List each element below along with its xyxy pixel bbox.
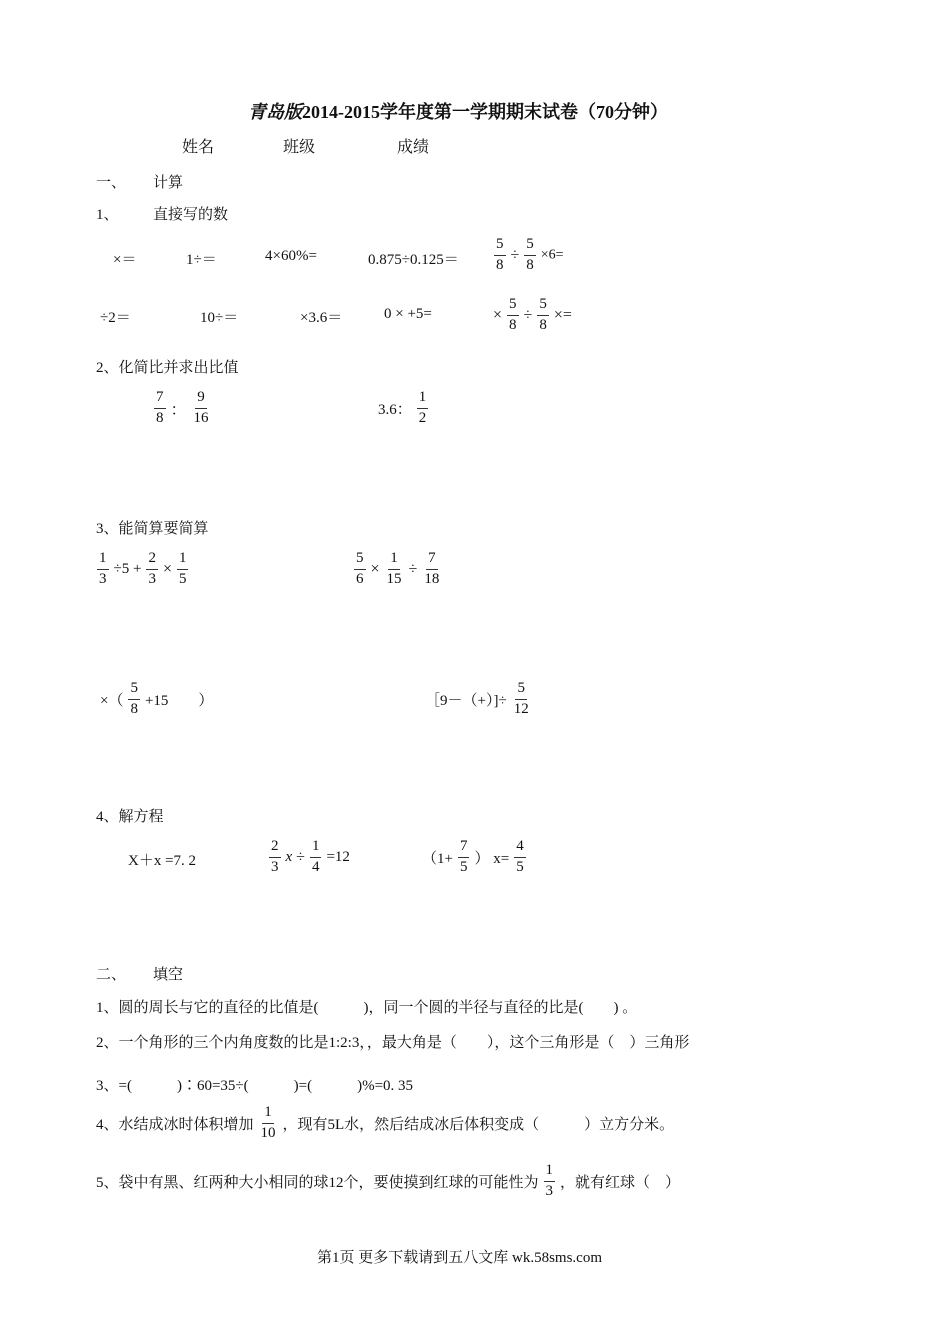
operator: × [162,560,172,578]
section1-label: 一、 [96,175,127,191]
operator: ÷ [296,848,305,866]
fill-item-3: 3、=( )∶60=35÷( )=( )%=0. 35 [96,1078,414,1094]
operator-lead: （1+ [422,850,453,867]
operator: ÷ [523,306,533,324]
fraction: $\frac{5}{8}$ [526,236,534,273]
fraction: $\frac{7}{18}$ [424,550,440,587]
fraction: $\frac{1}{3}$ [99,550,107,587]
fill-item-4-lead: 4、水结成冰时体积增加 [96,1116,254,1133]
calc-1a: ×＝ [113,252,137,268]
q2-title: 2、化简比并求出比值 [96,360,239,376]
operator-lead: × [493,306,503,324]
q4-title: 4、解方程 [96,809,164,825]
fraction: $\frac{5}{8}$ [539,296,547,333]
fill-item-2: 2、一个角形的三个内角度数的比是1:2:3，，最大角是（ ），这个三角形是（ ）三角形 [96,1035,690,1051]
operator-lead: ×（ [100,692,124,709]
ratio-colon: ： [170,401,187,419]
page-footer: 第1页 更多下载请到五八文库 wk.58sms.com [317,1250,603,1266]
variable: x [285,848,293,865]
operator-mid: ） x= [474,850,510,867]
page-title [248,98,668,124]
name-field-label: 姓名 [182,139,215,156]
calc-2a: ÷2＝ [100,310,131,326]
q3-title: 3、能简算要简算 [96,521,209,537]
fill-item-5 [96,1163,680,1200]
ratio-b [378,390,429,427]
q1-title: 直接写的数 [153,207,229,223]
section2-label: 二、 [96,967,127,983]
calc-1d: 0.875÷0.125＝ [368,252,459,268]
operator-tail: +15 ） [144,692,214,709]
fraction: $\frac{1}{2}$ [418,389,427,426]
equation-b [268,839,350,876]
fraction: $\frac{1}{5}$ [178,550,187,587]
fraction: $\frac{1}{3}$ [545,1162,554,1199]
fraction: $\frac{2}{3}$ [271,838,279,875]
operator-lead: ［9－（+）]÷ [425,692,507,709]
calc-1b: 1÷＝ [186,252,217,268]
simplify-d [425,681,532,718]
fill-item-4 [96,1105,674,1142]
fraction: $\frac{7}{8}$ [156,389,164,426]
ratio-lead: 3.6： [378,401,412,418]
section1-title: 计算 [153,175,184,191]
ratio-a [153,390,212,427]
calc-2d: 0 × +5= [384,306,432,322]
equation-a: X＋x =7. 2 [128,853,197,869]
fraction: $\frac{5}{8}$ [509,296,517,333]
operator: ÷ [408,560,418,578]
equation-c [422,839,527,876]
operator-tail: =12 [326,848,350,865]
calc-2c: ×3.6＝ [300,310,343,326]
fraction: $\frac{4}{5}$ [516,838,524,875]
operator: × [370,560,380,578]
fraction: $\frac{1}{4}$ [311,838,320,875]
calc-1c: 4×60%= [265,248,317,264]
simplify-c [100,681,213,718]
operator: ÷5 + [113,560,142,577]
simplify-a [96,551,189,588]
calc-2b: 10÷＝ [200,310,239,326]
title-rest: 2014-2015学年度第一学期期末试卷（70分钟） [302,102,668,122]
fraction: $\frac{5}{12}$ [513,680,529,717]
simplify-b [353,551,442,588]
fraction: $\frac{5}{6}$ [356,550,364,587]
fraction: $\frac{2}{3}$ [148,550,156,587]
operator-tail: ×6= [540,247,564,263]
calc-1e [493,237,564,274]
fill-item-5-lead: 5、袋中有黑、红两种大小相同的球12个，要使摸到红球的可能性为 [96,1174,539,1191]
fraction: $\frac{9}{16}$ [193,389,209,426]
operator-tail: ×= [553,306,572,324]
title-prefix: 青岛版 [248,102,302,122]
section2-title: 填空 [153,967,184,983]
fraction: $\frac{1}{15}$ [386,550,402,587]
fraction: $\frac{5}{8}$ [130,680,138,717]
calc-2e [493,297,572,334]
fill-item-4-tail: ，现有5L水，然后结成冰后体积变成（ ）立方分米。 [282,1116,675,1133]
fill-item-1: 1、圆的周长与它的直径的比值是( )，同一个圆的半径与直径的比是( ) 。 [96,1000,638,1016]
fill-item-5-tail: ，就有红球（ ） [560,1174,681,1191]
fraction: $\frac{1}{10}$ [260,1104,276,1141]
score-field-label: 成绩 [397,139,430,156]
q1-label: 1、 [96,207,119,223]
class-field-label: 班级 [283,139,316,156]
fraction: $\frac{5}{8}$ [496,236,504,273]
operator: ÷ [510,246,520,264]
fraction: $\frac{7}{5}$ [459,838,468,875]
